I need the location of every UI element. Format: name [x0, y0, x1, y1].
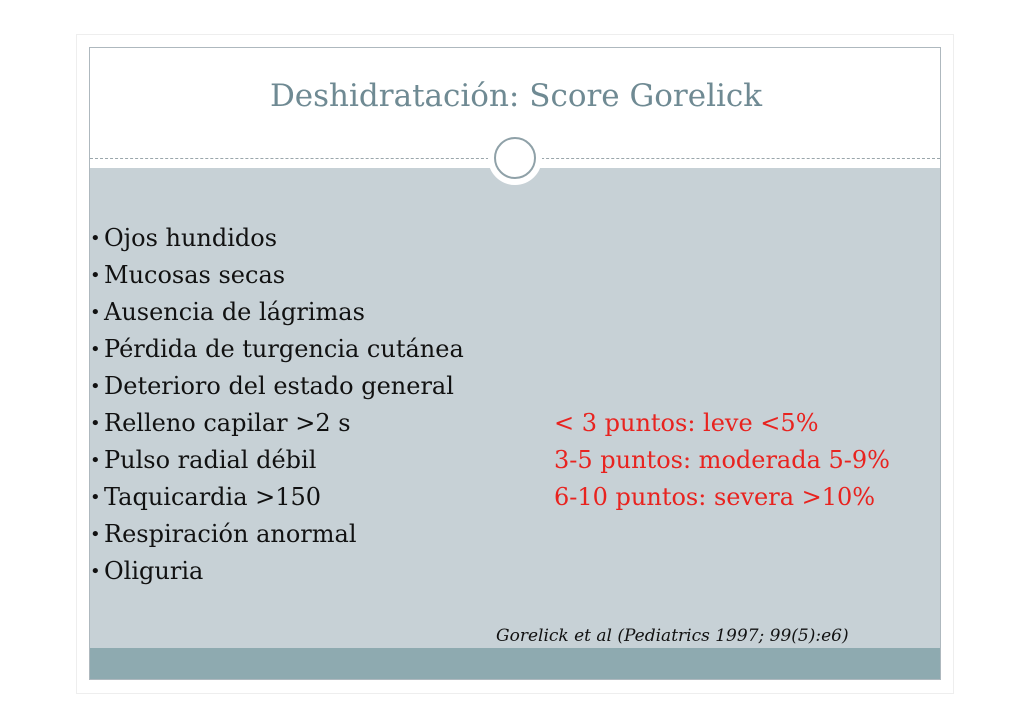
severity-scores [554, 405, 890, 516]
list-item: • Taquicardia >150 [90, 479, 464, 516]
score-row-severa: 6-10 puntos: severa >10% [554, 483, 876, 511]
bullet-icon: • [90, 339, 101, 360]
score-row-moderada: 3-5 puntos: moderada 5-9% [554, 446, 890, 474]
list-item: • Deterioro del estado general [90, 368, 464, 405]
list-item: • Respiración anormal [90, 516, 464, 553]
list-item: • Relleno capilar >2 s [90, 405, 464, 442]
bullet-icon: • [90, 302, 101, 323]
bullet-icon: • [90, 487, 101, 508]
bullet-icon: • [90, 561, 101, 582]
list-item: • Pérdida de turgencia cutánea [90, 331, 464, 368]
footer-bar [90, 648, 940, 679]
circle-ornament-icon [490, 133, 540, 183]
list-item: • Ausencia de lágrimas [90, 294, 464, 331]
slide-title: Deshidratación: Score Gorelick [269, 78, 763, 114]
list-item: • Pulso radial débil [90, 442, 464, 479]
citation: Gorelick et al (Pediatrics 1997; 99(5):e6) [496, 626, 849, 646]
bullet-icon: • [90, 413, 101, 434]
list-item: • Mucosas secas [90, 257, 464, 294]
slide [89, 47, 941, 680]
list-item: • Oliguria [90, 553, 464, 590]
bullet-icon: • [90, 228, 101, 249]
bullet-icon: • [90, 450, 101, 471]
list-item: • Ojos hundidos [90, 220, 464, 257]
content-area [90, 168, 940, 648]
bullet-icon: • [90, 376, 101, 397]
bullet-icon: • [90, 265, 101, 286]
signs-list [90, 220, 464, 590]
bullet-icon: • [90, 524, 101, 545]
score-row-leve: < 3 puntos: leve <5% [554, 409, 819, 437]
